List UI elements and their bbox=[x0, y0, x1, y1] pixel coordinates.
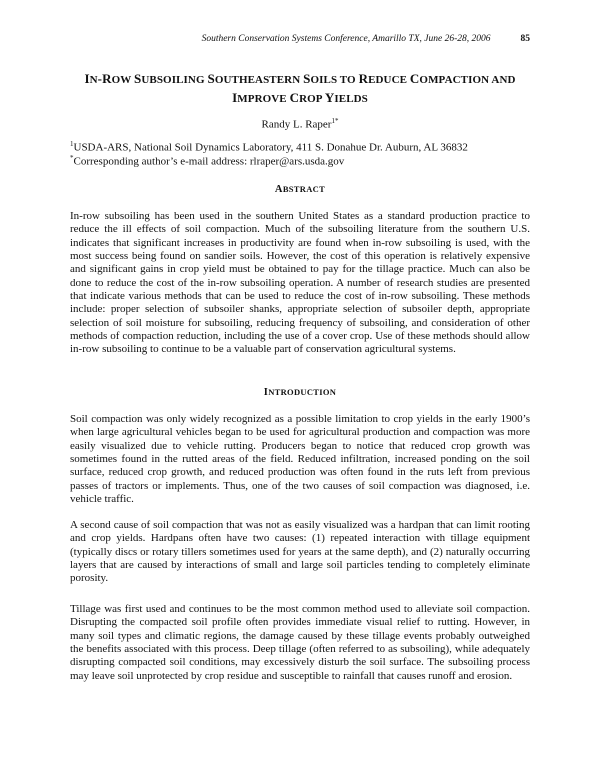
author-line bbox=[70, 117, 530, 131]
intro-paragraph-1: Soil compaction was only widely recognized as a possible limitation to crop yields in the early 1900’s when large agricultural vehicles began to be used for agricultural production and compaction was more easily visualized due to vehicle rutting. Producers began to notice that reduced crop growth was sometimes found in the rutted areas of the field. Reduced infiltration, increased ponding on the soil surface, reduced crop growth, and reduced production was often found in the ruts left from previous passes of tractors or implements. Thus, one of the two causes of soil compaction was diagnosed, i.e. vehicle traffic. bbox=[70, 413, 530, 506]
abstract-text: In-row subsoiling has been used in the southern United States as a standard production practice to reduce the ill effects of soil compaction. Much of the subsoiling literature from the southern U.S. indicates that significant increases in productivity are found when in-row subsoiling is used, with the most success being found on sandier soils. However, the cost of this operation is relatively expensive and significant gains in crop yield must be obtained to pay for the tillage practice. Much can also be done to reduce the cost of the in-row subsoiling operation. A number of research studies are presented that indicate various methods that can be used to reduce the cost of in-row subsoiling. These methods include: proper selection of subsoiler shanks, appropriate selection of subsoiler depth, appropriate selection of soil moisture for subsoiling, reducing frequency of subsoiling, and consideration of other methods of compaction reduction, including the use of a cover crop. Use of these methods should allow in-row subsoiling to continue to be a valuable part of conservation agricultural systems. bbox=[70, 210, 530, 356]
conference-name: Southern Conservation Systems Conference, Amarillo TX, June 26-28, 2006 bbox=[201, 34, 491, 44]
running-header bbox=[70, 34, 530, 44]
introduction-heading: INTRODUCTION bbox=[263, 387, 337, 398]
abstract-heading: ABSTRACT bbox=[274, 184, 326, 195]
affiliation-mark: 1 bbox=[70, 140, 74, 148]
author-superscript: 1* bbox=[331, 117, 339, 125]
corresponding-author-line bbox=[70, 154, 530, 168]
title-line-1: IN-ROW SUBSOILING SOUTHEASTERN SOILS TO REDUCE COMPACTION AND bbox=[84, 71, 516, 86]
corresponding-mark: * bbox=[70, 154, 74, 162]
page-number: 85 bbox=[520, 34, 530, 44]
affiliation-text: USDA-ARS, National Soil Dynamics Laboratory, 411 S. Donahue Dr. Auburn, AL 36832 bbox=[73, 141, 468, 154]
intro-paragraph-3: Tillage was first used and continues to be the most common method used to alleviate soil compaction. Disrupting the compacted soil profile often provides immediate visual relief to rutting. However, in many soil types and climatic regions, the damage caused by these tillage events probably outweighed the benefits associated with this process. Deep tillage (often referred to as subsoiling), while adequately disrupting compacted soil conditions, may excessively disturb the soil surface. The subsoiling process may leave soil unprotected by crop residue and susceptible to rainfall that causes runoff and erosion. bbox=[70, 603, 530, 682]
paper-title bbox=[70, 70, 530, 108]
affiliation-line bbox=[70, 140, 530, 154]
author-name: Randy L. Raper bbox=[261, 118, 332, 131]
corresponding-text: Corresponding author’s e-mail address: rlraper@ars.usda.gov bbox=[73, 155, 345, 168]
intro-paragraph-2: A second cause of soil compaction that was not as easily visualized was a hardpan that can limit rooting and crop yields. Hardpans often have two causes: (1) repeated interaction with tillage equipment (typically discs or rotary tillers sometimes used for years at the same depth), and (2) naturally occurring layers that are caused by interactions of small and large soil particles tending to completely eliminate porosity. bbox=[70, 519, 530, 585]
title-line-2: IMPROVE CROP YIELDS bbox=[232, 90, 368, 105]
